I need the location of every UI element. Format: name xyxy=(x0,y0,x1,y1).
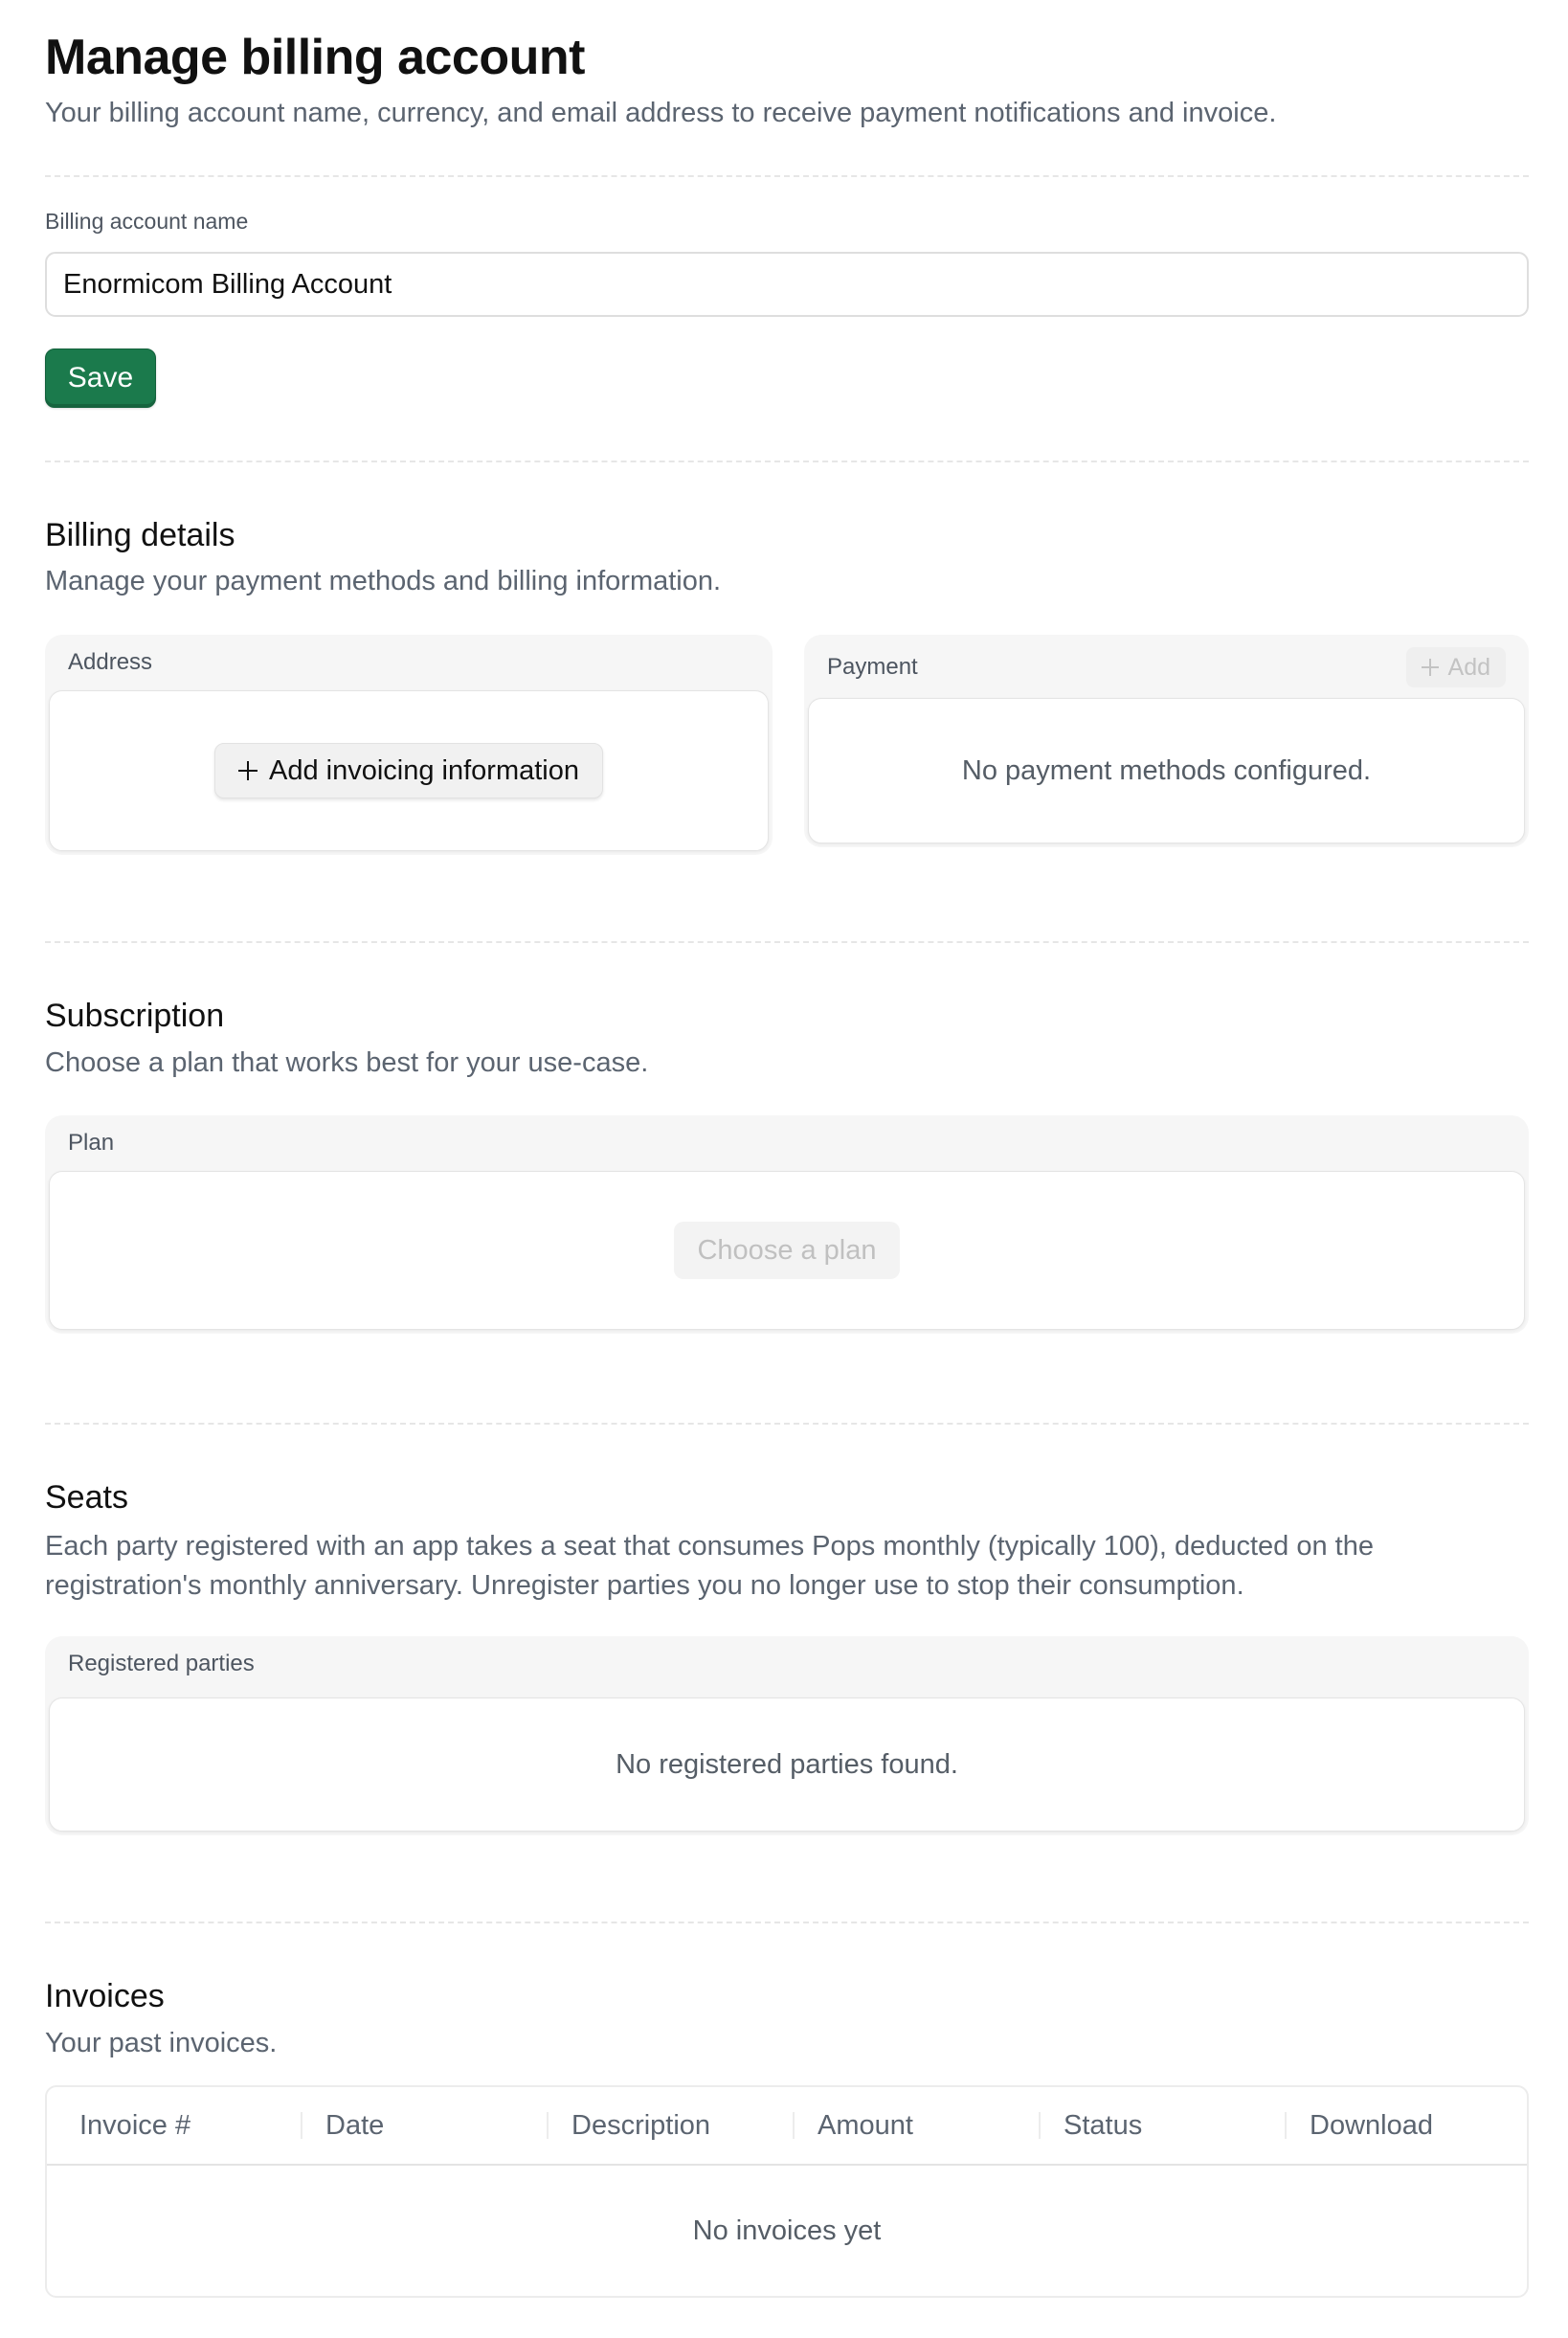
plan-label: Plan xyxy=(68,1130,115,1156)
section-divider xyxy=(45,1922,1529,1923)
page-title: Manage billing account xyxy=(45,30,585,85)
payment-card-body xyxy=(808,698,1525,843)
subscription-title: Subscription xyxy=(45,998,225,1034)
billing-details-title: Billing details xyxy=(45,517,235,553)
add-invoicing-information-button[interactable] xyxy=(214,743,603,798)
registered-parties-card xyxy=(45,1636,1529,1835)
section-divider xyxy=(45,175,1529,177)
address-card-body xyxy=(49,690,769,851)
billing-account-name-input[interactable] xyxy=(45,252,1529,317)
billing-details-description: Manage your payment methods and billing information. xyxy=(45,566,722,596)
subscription-description: Choose a plan that works best for your use-case. xyxy=(45,1047,649,1078)
payment-card xyxy=(804,635,1529,847)
invoices-table xyxy=(45,2085,1529,2298)
invoices-description: Your past invoices. xyxy=(45,2028,278,2058)
column-header-invoice-number[interactable]: Invoice # xyxy=(79,2109,191,2141)
add-invoicing-information-label: Add invoicing information xyxy=(268,754,579,786)
seats-description: Each party registered with an app takes a seat that consumes Pops monthly (typically 100), deducted on the registration's monthly anniversary. Unregister parties you no longer use to stop their consumption. xyxy=(45,1531,1374,1601)
add-payment-method-button[interactable] xyxy=(1406,647,1506,687)
column-header-date[interactable]: Date xyxy=(293,2110,539,2142)
add-payment-label: Add xyxy=(1447,653,1490,681)
payment-empty-text: No payment methods configured. xyxy=(961,754,1372,786)
registered-parties-empty-text: No registered parties found. xyxy=(616,1748,958,1780)
column-header-amount[interactable]: Amount xyxy=(785,2110,1031,2142)
address-card xyxy=(45,635,773,855)
plus-icon xyxy=(1422,659,1439,676)
invoices-title: Invoices xyxy=(45,1978,165,2014)
invoices-table-header xyxy=(47,2087,1527,2166)
choose-plan-button[interactable]: Choose a plan xyxy=(674,1222,899,1279)
section-divider xyxy=(45,1423,1529,1425)
column-header-download[interactable]: Download xyxy=(1277,2110,1523,2142)
plan-card-body xyxy=(49,1171,1525,1330)
plus-icon xyxy=(238,761,258,780)
seats-title: Seats xyxy=(45,1479,128,1516)
address-label: Address xyxy=(68,649,153,675)
section-divider xyxy=(45,941,1529,943)
registered-parties-body xyxy=(49,1697,1525,1832)
page-description: Your billing account name, currency, and email address to receive payment notifications and invoice. xyxy=(45,98,1277,128)
payment-card-header xyxy=(808,639,1525,696)
registered-parties-label: Registered parties xyxy=(68,1651,255,1676)
payment-label: Payment xyxy=(827,654,918,680)
registered-parties-header xyxy=(49,1640,1525,1688)
plan-card-header xyxy=(49,1119,1525,1167)
plan-card xyxy=(45,1115,1529,1334)
billing-account-name-label: Billing account name xyxy=(45,209,249,234)
invoices-empty-text: No invoices yet xyxy=(692,2214,882,2246)
section-divider xyxy=(45,461,1529,462)
column-header-description[interactable]: Description xyxy=(539,2110,785,2142)
save-button[interactable]: Save xyxy=(45,348,156,408)
address-card-header xyxy=(49,639,769,686)
column-header-status[interactable]: Status xyxy=(1031,2110,1277,2142)
